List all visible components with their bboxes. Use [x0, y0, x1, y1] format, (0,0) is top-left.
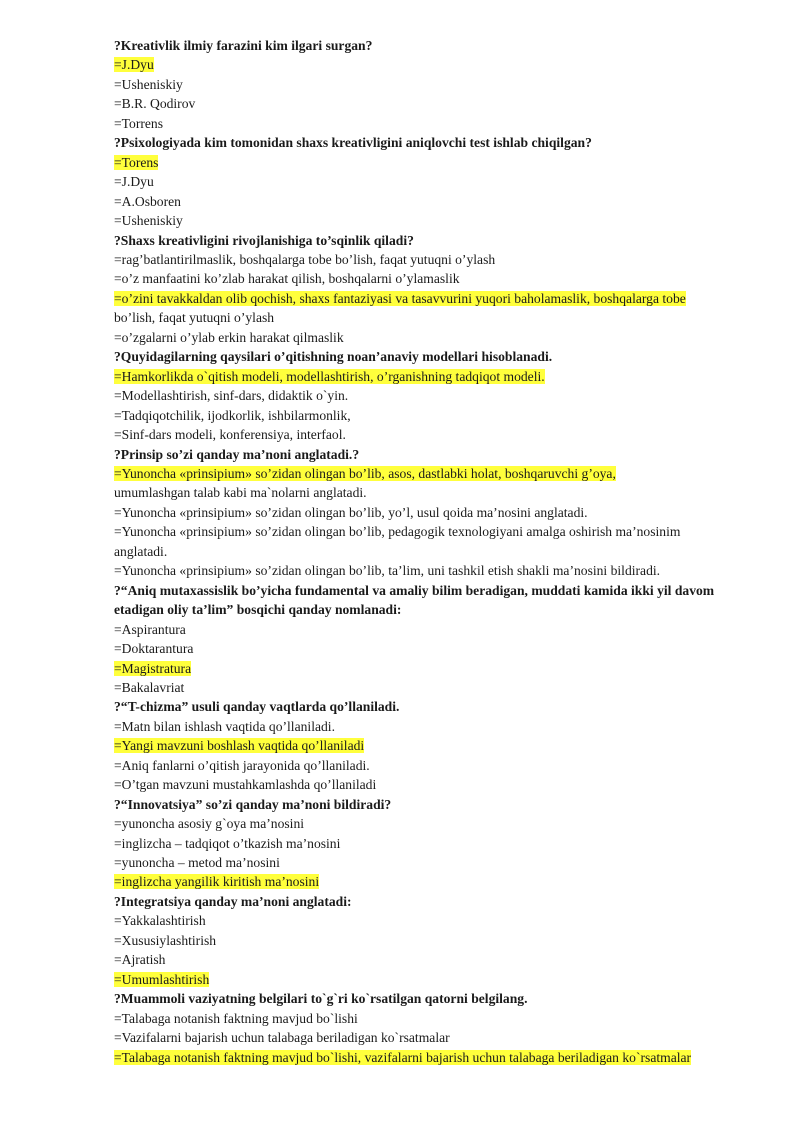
answer-option — [114, 250, 754, 269]
answer-option — [114, 172, 754, 191]
correct-answer-option — [114, 153, 754, 172]
question-text: ?Shaxs kreativligini rivojlanishiga to’sqinlik qiladi? — [114, 232, 414, 248]
answer-option — [114, 328, 754, 347]
answer-text: =Yunoncha «prinsipium» so’zidan olingan bo’lib, asos, dastlabki holat, boshqaruvchi g’oya, — [114, 465, 616, 481]
correct-answer-option — [114, 367, 754, 386]
answer-option — [114, 678, 754, 697]
correct-answer-option — [114, 55, 754, 74]
answer-option — [114, 1028, 754, 1047]
answer-option — [114, 386, 754, 405]
answer-text-continuation: anglatadi. — [114, 543, 168, 559]
correct-answer-option — [114, 736, 754, 755]
question-text: ?Quyidagilarning qaysilari o’qitishning noan’anaviy modellari hisoblanadi. — [114, 349, 553, 365]
question-block — [114, 133, 754, 230]
question-block — [114, 795, 754, 892]
question-text: ?Muammoli vaziyatning belgilari to`g`ri ko`rsatilgan qatorni belgilang. — [114, 991, 528, 1007]
question-text: ?Kreativlik ilmiy farazini kim ilgari surgan? — [114, 38, 373, 53]
answer-text: =Modellashtirish, sinf-dars, didaktik o`yin. — [114, 388, 349, 404]
answer-text: =B.R. Qodirov — [114, 96, 196, 112]
answer-option — [114, 211, 754, 230]
answer-text: =Aspirantura — [114, 621, 186, 637]
answer-text: =Yunoncha «prinsipium» so’zidan olingan bo’lib, pedagogik texnologiyani amalga oshirish ma’nosinim — [114, 524, 681, 540]
correct-answer-option — [114, 872, 754, 891]
answer-text: =Yangi mavzuni boshlash vaqtida qo’llaniladi — [114, 738, 365, 754]
answer-option — [114, 425, 754, 444]
question-block — [114, 581, 754, 698]
correct-answer-option — [114, 1048, 754, 1067]
answer-text: =Yakkalashtirish — [114, 913, 206, 929]
answer-text: =Doktarantura — [114, 641, 194, 657]
answer-text: =inglizcha yangilik kiritish ma’nosini — [114, 874, 320, 890]
correct-answer-option — [114, 659, 754, 678]
answer-option — [114, 931, 754, 950]
answer-option — [114, 911, 754, 930]
answer-option — [114, 503, 754, 522]
answer-text: =Matn bilan ishlash vaqtida qo’llaniladi. — [114, 718, 335, 734]
answer-option — [114, 814, 754, 833]
answer-text: =Tadqiqotchilik, ijodkorlik, ishbilarmonlik, — [114, 407, 351, 423]
answer-text: =Umumlashtirish — [114, 971, 210, 987]
answer-option — [114, 950, 754, 969]
answer-option — [114, 406, 754, 425]
answer-text: =A.Osboren — [114, 193, 181, 209]
question-text: ?Psixologiyada kim tomonidan shaxs kreativligini aniqlovchi test ishlab chiqilgan? — [114, 135, 592, 151]
answer-text: =Talabaga notanish faktning mavjud bo`lishi, vazifalarni bajarish uchun talabaga beriladigan ko`rsatmalar — [114, 1049, 692, 1065]
answer-text: =Ajratish — [114, 952, 166, 968]
answer-text: =J.Dyu — [114, 174, 154, 190]
correct-answer-option — [114, 970, 754, 989]
question-text: ?“Innovatsiya” so’zi qanday ma’noni bildiradi? — [114, 796, 392, 812]
answer-option — [114, 269, 754, 288]
answer-text: =Yunoncha «prinsipium» so’zidan olingan bo’lib, ta’lim, uni tashkil etish shakli ma’nosini bildiradi. — [114, 563, 661, 579]
answer-text: =Usheniskiy — [114, 76, 183, 92]
answer-text: =yunoncha asosiy g`oya ma’nosini — [114, 816, 305, 832]
answer-option — [114, 1009, 754, 1028]
question-block — [114, 892, 754, 989]
answer-text: =Usheniskiy — [114, 213, 183, 229]
question-block — [114, 231, 754, 348]
answer-option — [114, 756, 754, 775]
answer-option — [114, 620, 754, 639]
question-text: ?“T-chizma” usuli qanday vaqtlarda qo’llaniladi. — [114, 699, 400, 715]
answer-text-continuation: umumlashgan talab kabi ma`nolarni anglatadi. — [114, 485, 367, 501]
answer-text: =Torrens — [114, 115, 163, 131]
correct-answer-option — [114, 289, 754, 328]
answer-text: =Talabaga notanish faktning mavjud bo`lishi — [114, 1010, 358, 1026]
answer-text: =Xususiylashtirish — [114, 932, 217, 948]
answer-option — [114, 75, 754, 94]
answer-text: =o’z manfaatini ko’zlab harakat qilish, boshqalarni o’ylamaslik — [114, 271, 460, 287]
answer-text: =yunoncha – metod ma’nosini — [114, 855, 280, 871]
question-block — [114, 697, 754, 794]
question-text: ?Integratsiya qanday ma’noni anglatadi: — [114, 893, 352, 909]
answer-option — [114, 853, 754, 872]
question-block — [114, 36, 754, 133]
answer-option — [114, 775, 754, 794]
answer-text: =Aniq fanlarni o’qitish jarayonida qo’llaniladi. — [114, 757, 370, 773]
answer-option — [114, 522, 754, 561]
question-block — [114, 445, 754, 581]
answer-text: =Bakalavriat — [114, 679, 185, 695]
answer-option — [114, 639, 754, 658]
answer-text-continuation: bo’lish, faqat yutuqni o’ylash — [114, 310, 275, 326]
answer-text: =Yunoncha «prinsipium» so’zidan olingan bo’lib, yo’l, usul qoida ma’nosini anglatadi. — [114, 504, 588, 520]
answer-text: =Sinf-dars modeli, konferensiya, interfaol. — [114, 427, 346, 443]
answer-text: =rag’batlantirilmaslik, boshqalarga tobe bo’lish, faqat yutuqni o’ylash — [114, 251, 496, 267]
correct-answer-option — [114, 464, 754, 503]
question-text: ?Prinsip so’zi qanday ma’noni anglatadi.? — [114, 446, 360, 462]
question-block — [114, 989, 754, 1067]
answer-text: =Torens — [114, 154, 159, 170]
answer-option — [114, 717, 754, 736]
answer-option — [114, 114, 754, 133]
question-block — [114, 347, 754, 444]
answer-text: =Hamkorlikda o`qitish modeli, modellashtirish, o’rganishning tadqiqot modeli. — [114, 368, 545, 384]
answer-text: =Vazifalarni bajarish uchun talabaga beriladigan ko`rsatmalar — [114, 1030, 450, 1046]
question-text: ?“Aniq mutaxassislik bo’yicha fundamental va amaliy bilim beradigan, muddati kamida ikki yil davom etadigan oliy ta’lim” bosqichi qanday nomlanadi: — [114, 582, 715, 618]
answer-option — [114, 192, 754, 211]
answer-text: =inglizcha – tadqiqot o’tkazish ma’nosini — [114, 835, 341, 851]
answer-option — [114, 834, 754, 853]
answer-text: =J.Dyu — [114, 57, 154, 73]
answer-text: =Magistratura — [114, 660, 192, 676]
answer-text: =o’zgalarni o’ylab erkin harakat qilmaslik — [114, 329, 344, 345]
answer-text: =O’tgan mavzuni mustahkamlashda qo’llaniladi — [114, 777, 377, 793]
answer-option — [114, 561, 754, 580]
answer-option — [114, 94, 754, 113]
quiz-document — [114, 36, 754, 1067]
answer-text: =o’zini tavakkaldan olib qochish, shaxs fantaziyasi va tasavvurini yuqori baholamaslik, boshqalarga tobe — [114, 290, 686, 306]
